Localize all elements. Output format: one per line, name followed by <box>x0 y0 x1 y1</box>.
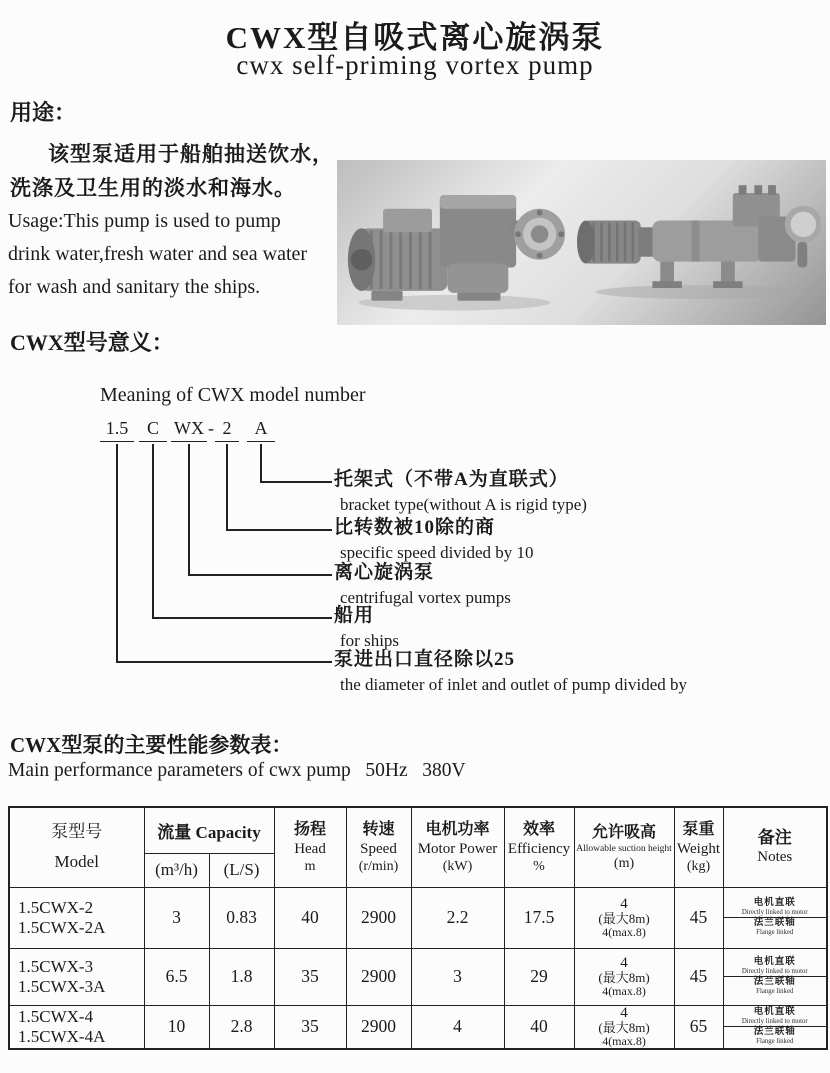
diagram-line <box>188 574 332 576</box>
diagram-line <box>116 444 118 662</box>
cell-model: 1.5CWX-4 1.5CWX-4A <box>9 1005 144 1049</box>
branch-label-en: centrifugal vortex pumps <box>340 588 511 607</box>
cell-capacity-ls: 2.8 <box>209 1005 274 1049</box>
cell-capacity-ls: 1.8 <box>209 948 274 1005</box>
model-code-part: 2 <box>215 418 239 442</box>
params-heading-cn: CWX型泵的主要性能参数表： <box>10 733 293 757</box>
header-head: 扬程 Head m <box>274 807 346 887</box>
cell-head: 40 <box>274 887 346 948</box>
cell-model: 1.5CWX-2 1.5CWX-2A <box>9 887 144 948</box>
cell-head: 35 <box>274 948 346 1005</box>
table-row <box>9 948 827 1005</box>
cell-notes: 电机直联 Directly linked to motor 法兰联轴 Flange linked <box>723 887 827 948</box>
cell-power: 2.2 <box>411 887 504 948</box>
cell-suction: 4 (最大8m) 4(max.8) <box>574 1005 674 1049</box>
header-weight: 泵重 Weight (kg) <box>674 807 723 887</box>
branch-label-cn: 船用 <box>334 605 375 626</box>
model-meaning-subheading: Meaning of CWX model number <box>100 384 366 406</box>
cell-notes: 电机直联 Directly linked to motor 法兰联轴 Flange linked <box>723 948 827 1005</box>
cell-capacity-m3h: 3 <box>144 887 209 948</box>
cell-power: 4 <box>411 1005 504 1049</box>
cell-capacity-m3h: 6.5 <box>144 948 209 1005</box>
branch-label-en: specific speed divided by 10 <box>340 543 534 562</box>
header-speed: 转速 Speed (r/min) <box>346 807 411 887</box>
usage-en-line: drink water,fresh water and sea water <box>8 243 308 265</box>
diagram-line <box>260 444 262 482</box>
cell-weight: 45 <box>674 887 723 948</box>
cell-efficiency: 29 <box>504 948 574 1005</box>
branch-label-cn: 托架式（不带A为直联式） <box>334 469 569 490</box>
cell-power: 3 <box>411 948 504 1005</box>
diagram-line <box>226 529 332 531</box>
diagram-line <box>188 444 190 575</box>
header-model-en: Model <box>54 852 99 872</box>
page-subtitle: cwx self-priming vortex pump <box>236 50 594 80</box>
header-suction: 允许吸高 Allowable suction height (m) <box>574 807 674 887</box>
branch-label-cn: 泵进出口直径除以25 <box>334 649 516 670</box>
branch-label-cn: 比转数被10除的商 <box>334 517 496 538</box>
cell-efficiency: 40 <box>504 1005 574 1049</box>
branch-label-en: for ships <box>340 631 400 650</box>
cell-suction: 4 (最大8m) 4(max.8) <box>574 948 674 1005</box>
header-notes: 备注 Notes <box>723 807 827 887</box>
usage-heading: 用途： <box>10 100 77 125</box>
cell-capacity-ls: 0.83 <box>209 887 274 948</box>
branch-label <box>334 603 399 653</box>
branch-label <box>334 647 687 697</box>
header-efficiency: 效率 Efficiency % <box>504 807 574 887</box>
cell-head: 35 <box>274 1005 346 1049</box>
usage-text-cn: 洗涤及卫生用的淡水和海水。 <box>10 176 296 200</box>
cell-speed: 2900 <box>346 887 411 948</box>
table-row <box>9 887 827 948</box>
model-code-part: C <box>139 418 167 442</box>
cell-model: 1.5CWX-3 1.5CWX-3A <box>9 948 144 1005</box>
page-title: CWX型自吸式离心旋涡泵 <box>225 20 605 55</box>
diagram-line <box>226 444 228 530</box>
usage-en-line: Usage:This pump is used to pump <box>8 210 281 232</box>
cell-speed: 2900 <box>346 1005 411 1049</box>
cell-capacity-m3h: 10 <box>144 1005 209 1049</box>
header-capacity-m3h: (m³/h) <box>144 853 209 887</box>
pump-photos <box>337 160 826 325</box>
pump-photo-left <box>342 168 567 318</box>
cell-notes: 电机直联 Directly linked to motor 法兰联轴 Flange linked <box>723 1005 827 1049</box>
branch-label-en: the diameter of inlet and outlet of pump divided by <box>340 675 687 694</box>
params-heading-en: Main performance parameters of cwx pump 50Hz 380V <box>8 760 466 781</box>
branch-label-en: bracket type(without A is rigid type) <box>340 495 587 514</box>
model-code-part: 1.5 <box>100 418 134 442</box>
diagram-line <box>152 444 154 618</box>
cell-speed: 2900 <box>346 948 411 1005</box>
cell-weight: 65 <box>674 1005 723 1049</box>
branch-label <box>334 515 534 565</box>
branch-label <box>334 467 587 517</box>
cell-efficiency: 17.5 <box>504 887 574 948</box>
header-capacity-ls: (L/S) <box>209 853 274 887</box>
model-code-part: WX <box>171 418 207 442</box>
model-code-hyphen: - <box>208 418 214 438</box>
model-code-part: A <box>247 418 275 442</box>
header-capacity: 流量 Capacity <box>144 807 274 853</box>
header-model-cn: 泵型号 <box>51 822 103 842</box>
pump-photo-right <box>576 180 821 305</box>
usage-text-cn: 该型泵适用于船舶抽送饮水， <box>48 142 334 166</box>
header-power: 电机功率 Motor Power (kW) <box>411 807 504 887</box>
diagram-line <box>116 661 332 663</box>
usage-en-line: for wash and sanitary the ships. <box>8 276 261 298</box>
header-model <box>9 807 144 887</box>
model-meaning-heading: CWX型号意义： <box>10 330 174 355</box>
diagram-line <box>152 617 332 619</box>
table-row <box>9 1005 827 1049</box>
usage-text-en <box>8 205 338 304</box>
diagram-line <box>260 481 332 483</box>
params-table <box>8 806 828 1050</box>
branch-label-cn: 离心旋涡泵 <box>334 562 435 583</box>
cell-suction: 4 (最大8m) 4(max.8) <box>574 887 674 948</box>
cell-weight: 45 <box>674 948 723 1005</box>
